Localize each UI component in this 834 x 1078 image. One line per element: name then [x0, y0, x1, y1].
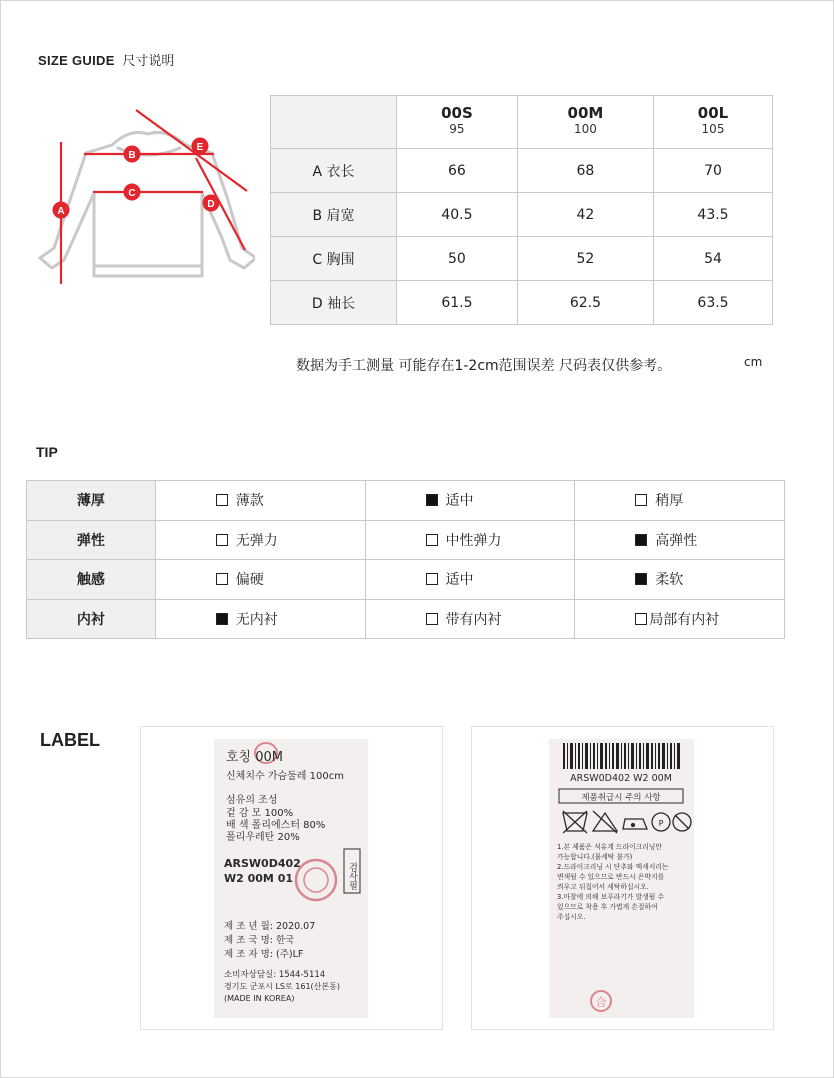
tip-option	[365, 599, 575, 639]
tip-option	[365, 520, 575, 560]
option-text: 局部有内衬	[649, 611, 720, 628]
marker-c-label: C	[128, 188, 136, 199]
tip-row-elasticity	[27, 520, 785, 560]
size-guide-title-cn: 尺寸说明	[122, 53, 175, 68]
measurement-note: 数据为手工测量 可能存在1-2cm范围误差 尺码表仅供参考。	[296, 358, 672, 374]
checkbox-icon	[426, 573, 438, 585]
tag2-care-line: 주십시오.	[557, 913, 586, 921]
size-number: 100	[573, 122, 597, 136]
row-label: C 胸围	[271, 237, 397, 281]
tag1-fiber-line: 배 색 폴리에스터 80%	[226, 820, 326, 831]
size-value: 66	[397, 149, 518, 193]
label-title: LABEL	[40, 730, 100, 750]
tip-option	[575, 520, 785, 560]
size-value: 61.5	[397, 281, 518, 325]
size-value: 62.5	[517, 281, 653, 325]
tip-label: 弹性	[27, 520, 156, 560]
size-row-chest	[271, 237, 773, 281]
size-col-00m	[517, 96, 653, 149]
tag1-size-line: 호칭 00M	[226, 750, 284, 765]
tag1-chest-line: 신체치수 가슴둘레 100cm	[226, 771, 344, 782]
tip-label: 薄厚	[27, 481, 156, 521]
marker-e-label: E	[196, 142, 204, 153]
tip-label: 触感	[27, 560, 156, 600]
tag2-care-line: 가능합니다.(물세탁 불가)	[557, 853, 633, 861]
checkbox-checked-icon	[635, 573, 647, 585]
checkbox-icon	[635, 494, 647, 506]
option-text: 稍厚	[655, 493, 684, 510]
measurement-lines	[61, 110, 247, 284]
tip-row-thickness	[27, 481, 785, 521]
checkbox-checked-icon	[635, 534, 647, 546]
care-label-tag-2	[549, 739, 694, 1018]
size-number: 105	[701, 122, 725, 136]
size-number: 95	[449, 122, 465, 136]
option-text: 带有内衬	[445, 611, 502, 628]
checkbox-icon	[216, 534, 228, 546]
tip-option	[575, 481, 785, 521]
measurement-unit: cm	[744, 355, 763, 369]
checkbox-icon	[216, 494, 228, 506]
tag2-care-line: 있으므로 착용 후 가볍게 손질하여	[557, 903, 658, 911]
tag1-contact-line: 소비자상담실: 1544-5114	[224, 970, 326, 980]
size-value: 54	[654, 237, 773, 281]
tag2-stamp-text: 合	[595, 996, 607, 1009]
size-name: 00L	[697, 104, 729, 122]
size-value: 63.5	[654, 281, 773, 325]
option-text: 高弹性	[655, 532, 698, 549]
checkbox-icon	[426, 613, 438, 625]
checkbox-checked-icon	[216, 613, 228, 625]
option-text: 柔软	[655, 572, 684, 589]
option-text: 中性弹力	[445, 532, 502, 549]
tip-option	[155, 560, 365, 600]
care-label-photo-2	[471, 726, 774, 1030]
checkbox-checked-icon	[426, 494, 438, 506]
size-col-00s	[397, 96, 518, 149]
overall-line-e	[136, 110, 247, 191]
marker-d-label: D	[207, 199, 215, 210]
tag1-inspect-text: 검사필	[347, 862, 357, 890]
option-text: 适中	[445, 493, 474, 510]
tag1-info-line: 제 조 자 명: (주)LF	[224, 949, 304, 960]
tip-option	[155, 520, 365, 560]
care-label-tag-1	[214, 739, 368, 1018]
svg-text:P: P	[658, 819, 664, 828]
row-label: B 肩宽	[271, 193, 397, 237]
tag2-care-line: 변색될 수 있으므로 반드시 은박지를	[557, 873, 665, 881]
size-table-corner	[271, 96, 397, 149]
tip-option	[155, 599, 365, 639]
tag1-contact-line: 경기도 군포시 LS로 161(산본동)	[224, 982, 340, 991]
tag1-info-line: 제 조 년 월: 2020.07	[224, 921, 316, 932]
size-name: 00S	[441, 104, 473, 122]
option-text: 偏硬	[235, 572, 264, 589]
tip-option	[575, 560, 785, 600]
size-value: 68	[517, 149, 653, 193]
tag1-info-line: 제 조 국 명: 한국	[224, 935, 295, 946]
tag2-code: ARSW0D402 W2 00M	[570, 773, 672, 784]
tag2-care-line: 씌우고 뒤집어서 세탁하십시오.	[557, 883, 649, 891]
tag2-care-line: 1.본 제품은 석유계 드라이크리닝만	[557, 843, 662, 851]
tag1-code-line: W2 00M 01	[224, 872, 294, 885]
size-value: 40.5	[397, 193, 518, 237]
care-label-photo-1	[140, 726, 443, 1030]
tip-option	[155, 481, 365, 521]
option-text: 无弹力	[235, 532, 278, 549]
tip-option	[365, 560, 575, 600]
size-row-length	[271, 149, 773, 193]
option-text: 适中	[445, 572, 474, 589]
size-col-00l	[654, 96, 773, 149]
size-guide-title-en: SIZE GUIDE	[38, 53, 115, 68]
tip-option	[365, 481, 575, 521]
row-label: A 衣长	[271, 149, 397, 193]
tip-label: 内衬	[27, 599, 156, 639]
tag2-care-line: 3.마찰에 의해 보푸라기가 발생될 수	[557, 893, 665, 901]
size-value: 52	[517, 237, 653, 281]
sweater-measurement-diagram	[30, 98, 255, 288]
checkbox-icon	[216, 573, 228, 585]
tag2-caution-title: 제품취급시 주의 사항	[581, 793, 661, 803]
option-text: 薄款	[235, 493, 264, 510]
tip-row-touch	[27, 560, 785, 600]
size-value: 50	[397, 237, 518, 281]
tag1-contact-line: (MADE IN KOREA)	[224, 994, 295, 1003]
size-value: 70	[654, 149, 773, 193]
tag2-care-line: 2.드라이크리닝 시 단추와 액세서리는	[557, 863, 669, 871]
checkbox-icon	[426, 534, 438, 546]
checkbox-icon	[635, 613, 647, 625]
size-table-header	[271, 96, 773, 149]
tip-title: TIP	[36, 444, 58, 460]
marker-a-label: A	[57, 206, 65, 217]
size-guide-title	[38, 50, 174, 69]
size-row-shoulder	[271, 193, 773, 237]
size-row-sleeve	[271, 281, 773, 325]
size-value: 42	[517, 193, 653, 237]
tip-option	[575, 599, 785, 639]
size-table	[270, 95, 773, 325]
tag1-fiber-title: 섬유의 조성	[226, 795, 278, 806]
marker-b-label: B	[128, 150, 136, 161]
tip-table	[26, 480, 785, 639]
tag1-code-line: ARSW0D402	[224, 857, 301, 870]
size-name: 00M	[567, 104, 604, 122]
tip-row-lining	[27, 599, 785, 639]
tag1-fiber-line: 겉 감 모 100%	[226, 808, 294, 819]
row-label: D 袖长	[271, 281, 397, 325]
size-value: 43.5	[654, 193, 773, 237]
tag1-fiber-line: 폴리우레탄 20%	[226, 832, 300, 843]
option-text: 无内衬	[235, 611, 278, 628]
